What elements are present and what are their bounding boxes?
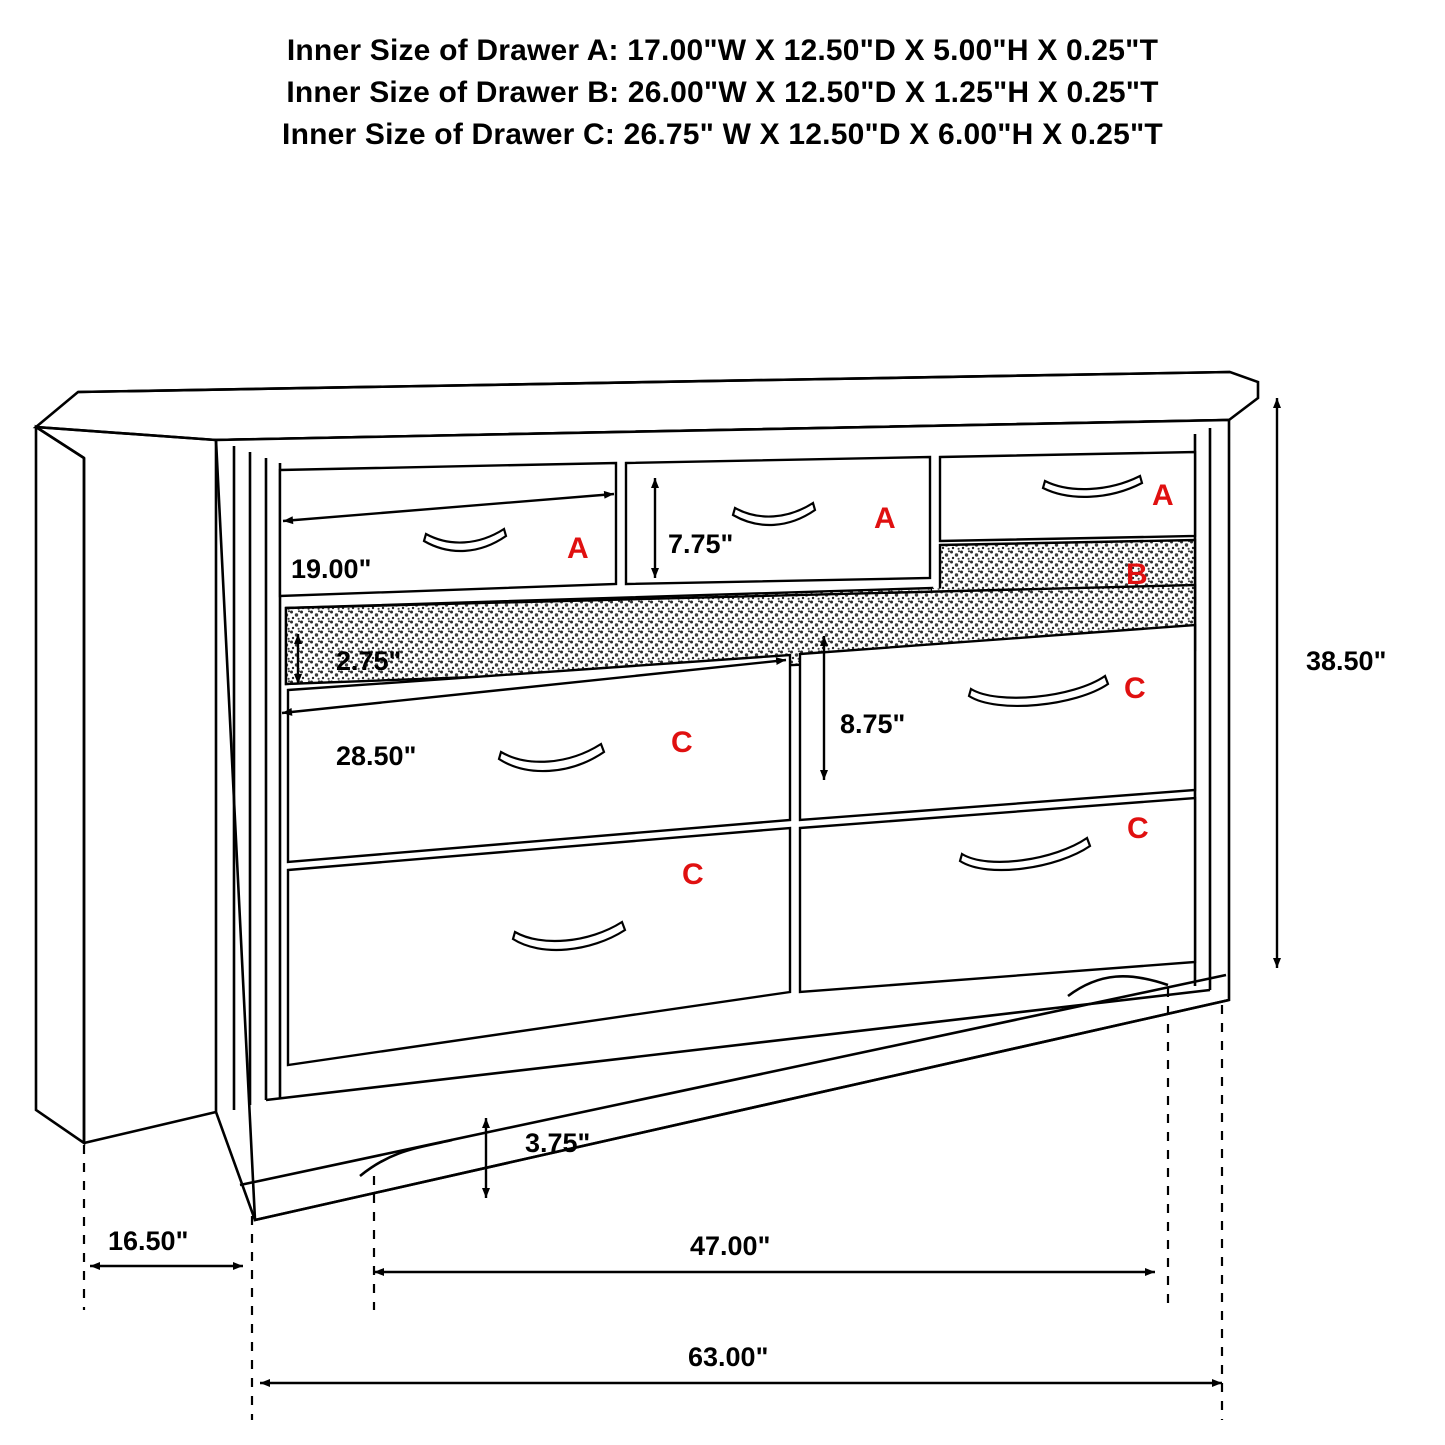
dim-label-375: 3.75" xyxy=(525,1128,591,1158)
label-c3: C xyxy=(682,858,704,891)
label-c4: C xyxy=(1127,812,1149,845)
dim-label-775: 7.75" xyxy=(668,529,734,559)
spec-line-drawer-b: Inner Size of Drawer B: 26.00"W X 12.50"D X 1.25"H X 0.25"T xyxy=(286,76,1159,109)
label-a3: A xyxy=(1152,479,1174,512)
dim-label-3850: 38.50" xyxy=(1306,646,1387,676)
label-b1: B xyxy=(1126,558,1148,591)
dim-label-4700: 47.00" xyxy=(690,1231,771,1261)
spec-line-drawer-a: Inner Size of Drawer A: 17.00"W X 12.50"D X 5.00"H X 0.25"T xyxy=(286,34,1159,67)
label-a1: A xyxy=(567,532,589,565)
label-a2: A xyxy=(874,502,896,535)
label-c1: C xyxy=(671,726,693,759)
dim-label-19: 19.00" xyxy=(291,554,372,584)
dim-label-1650: 16.50" xyxy=(108,1226,189,1256)
dim-label-275: 2.75" xyxy=(336,646,402,676)
dim-label-875: 8.75" xyxy=(840,709,906,739)
dim-label-2850: 28.50" xyxy=(336,741,417,771)
label-c2: C xyxy=(1124,672,1146,705)
dim-label-6300: 63.00" xyxy=(688,1342,769,1372)
spec-line-drawer-c: Inner Size of Drawer C: 26.75" W X 12.50"D X 6.00"H X 0.25"T xyxy=(282,118,1163,151)
